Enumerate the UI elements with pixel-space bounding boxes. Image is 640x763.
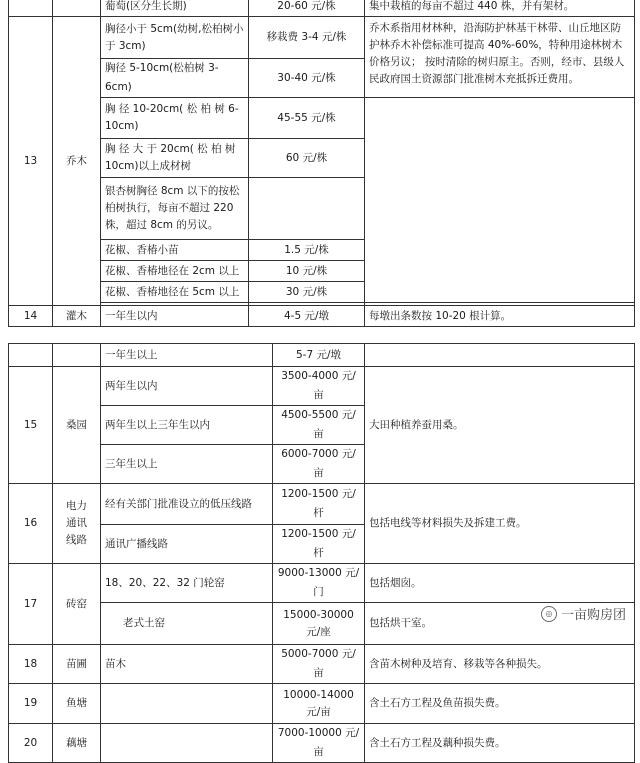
item-price: 30-40 元/株 — [249, 59, 365, 98]
category-name: 乔木 — [53, 17, 101, 306]
item-price — [249, 178, 365, 240]
item-desc: 一年生以上 — [101, 344, 273, 367]
item-price: 10000-14000 元/亩 — [273, 684, 365, 724]
item-price: 30 元/株 — [249, 282, 365, 303]
item-desc: 花椒、香椿地径在 5cm 以上 — [101, 282, 249, 303]
row-number: 15 — [9, 367, 53, 484]
row-number: 13 — [9, 17, 53, 306]
compensation-table-upper — [8, 0, 635, 327]
item-desc: 花椒、香椿小苗 — [101, 240, 249, 261]
item-desc — [101, 724, 273, 763]
item-price: 6000-7000 元/亩 — [273, 445, 365, 484]
table-row — [9, 306, 635, 327]
item-price: 5-7 元/墩 — [273, 344, 365, 367]
item-desc: 胸径 5-10cm(松柏树 3-6cm) — [101, 59, 249, 98]
item-price: 45-55 元/株 — [249, 98, 365, 139]
item-desc: 一年生以内 — [101, 306, 249, 327]
table-row — [9, 367, 635, 406]
item-desc: 两年生以上三年生以内 — [101, 406, 273, 445]
item-desc: 两年生以内 — [101, 367, 273, 406]
item-note: 包括电线等材料损失及拆建工费。 — [365, 484, 635, 564]
item-price: 1200-1500 元/杆 — [273, 525, 365, 564]
item-price: 3500-4000 元/亩 — [273, 367, 365, 406]
item-desc: 老式土窑 — [101, 603, 273, 645]
table-row — [9, 98, 635, 139]
item-note: 每墩出条数按 10-20 根计算。 — [365, 306, 635, 327]
item-price: 1200-1500 元/杆 — [273, 484, 365, 525]
item-desc: 花椒、香椿地径在 2cm 以上 — [101, 261, 249, 282]
item-desc: 葡萄(区分生长期) — [101, 0, 249, 17]
item-price: 4-5 元/墩 — [249, 306, 365, 327]
row-number: 19 — [9, 684, 53, 724]
item-desc — [101, 684, 273, 724]
item-desc: 通讯广播线路 — [101, 525, 273, 564]
item-desc: 胸径小于 5cm(幼树,松柏树小于 3cm) — [101, 17, 249, 59]
row-number: 20 — [9, 724, 53, 763]
row-number: 17 — [9, 564, 53, 645]
item-note: 乔木系指用材林种，沿海防护林基干林带、山丘地区防护林乔木补偿标准可提高 40%-60%，特种用途林树木价格另议； 按时清除的树归原主。否则，经市、县级人民政府国土资源部门批准树木充抵拆迁费用。 — [365, 17, 635, 98]
item-price: 移栽费 3-4 元/株 — [249, 17, 365, 59]
item-note: 集中栽植的每亩不超过 440 株，并有架材。 — [365, 0, 635, 17]
table-row — [9, 724, 635, 763]
item-desc: 胸 径 10-20cm( 松 柏 树 6-10cm) — [101, 98, 249, 139]
category-name: 桑园 — [53, 367, 101, 484]
table-row — [9, 484, 635, 525]
wechat-logo-icon: ◎ — [541, 606, 557, 622]
item-desc: 银杏树胸径 8cm 以下的按松柏树执行，每亩不超过 220 株，超过 8cm 的另议。 — [101, 178, 249, 240]
item-price: 10 元/株 — [249, 261, 365, 282]
category-name: 灌木 — [53, 306, 101, 327]
item-price: 15000-30000 元/座 — [273, 603, 365, 645]
watermark-text: 一亩购房团 — [560, 608, 626, 623]
item-price: 20-60 元/株 — [249, 0, 365, 17]
compensation-table-lower — [8, 343, 635, 763]
table-row — [9, 344, 635, 367]
item-note: 含土石方工程及藕种损失费。 — [365, 724, 635, 763]
item-note: 包括烘干室。 — [365, 603, 635, 645]
item-price: 7000-10000 元/亩 — [273, 724, 365, 763]
item-price: 9000-13000 元/门 — [273, 564, 365, 603]
item-price: 4500-5500 元/亩 — [273, 406, 365, 445]
category-name: 鱼塘 — [53, 684, 101, 724]
item-note: 含土石方工程及鱼苗损失费。 — [365, 684, 635, 724]
item-price: 5000-7000 元/亩 — [273, 645, 365, 684]
item-note: 含苗木树种及培育、移栽等各种损失。 — [365, 645, 635, 684]
table-row — [9, 645, 635, 684]
item-desc: 胸 径 大 于 20cm( 松 柏 树 10cm)以上成材树 — [101, 139, 249, 178]
row-number: 14 — [9, 306, 53, 327]
row-number: 16 — [9, 484, 53, 564]
watermark — [541, 604, 626, 623]
row-number: 18 — [9, 645, 53, 684]
item-price: 1.5 元/株 — [249, 240, 365, 261]
table-row — [9, 17, 635, 59]
item-note: 包括烟囱。 — [365, 564, 635, 603]
item-desc: 经有关部门批准设立的低压线路 — [101, 484, 273, 525]
category-name: 苗圃 — [53, 645, 101, 684]
table-row — [9, 0, 635, 17]
item-desc: 三年生以上 — [101, 445, 273, 484]
category-name: 电力通讯线路 — [53, 484, 101, 564]
item-desc: 18、20、22、32 门轮窑 — [101, 564, 273, 603]
item-price: 60 元/株 — [249, 139, 365, 178]
category-name: 藕塘 — [53, 724, 101, 763]
table-row — [9, 564, 635, 603]
item-desc: 苗木 — [101, 645, 273, 684]
item-note: 大田种植养蚕用桑。 — [365, 367, 635, 484]
table-row — [9, 684, 635, 724]
category-name: 砖窑 — [53, 564, 101, 645]
